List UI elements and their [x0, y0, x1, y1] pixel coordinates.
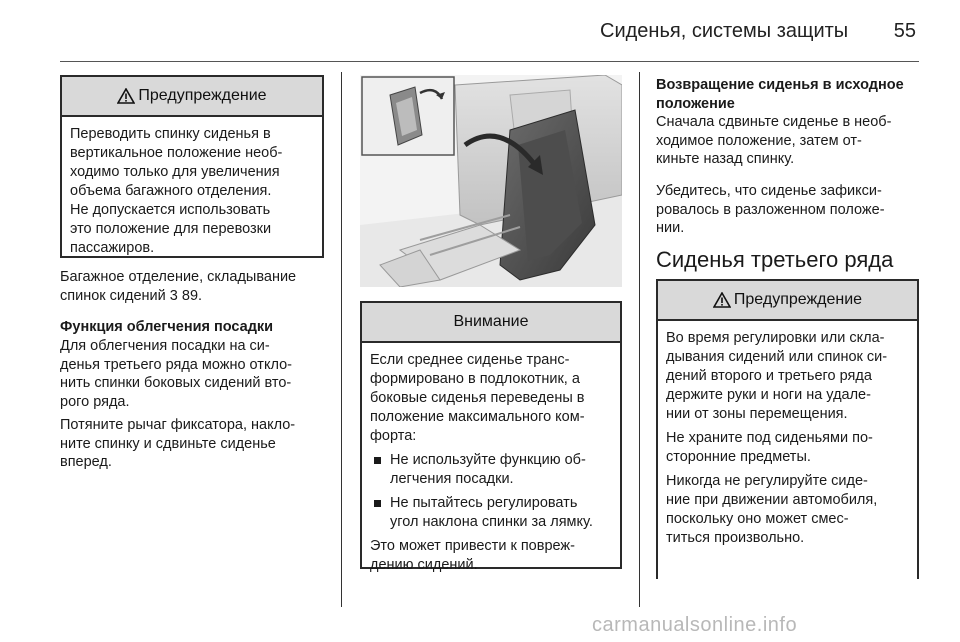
- bullet-square-icon: [374, 457, 381, 464]
- cross-reference-arrow-icon: 3: [169, 287, 178, 304]
- easy-entry-paragraph-1: Для облегчения посадки на си- денья третьего ряда можно откло- нить спинки боковых сидений вто- рого ряда.: [60, 338, 292, 410]
- warning-title: Предупреждение: [138, 87, 267, 104]
- caution-bullet-text: Не пытайтесь регулировать угол наклона спинки за лямку.: [390, 495, 593, 530]
- page-number: 55: [893, 20, 916, 42]
- warning-header: [62, 77, 322, 117]
- return-seat-paragraph-1: Сначала сдвиньте сиденье в необ- ходимое положение, затем от- киньте назад спинку.: [656, 114, 892, 167]
- warning-box-left: [60, 75, 324, 258]
- caution-box: [360, 301, 622, 573]
- watermark: carmanualsonline.info: [592, 614, 798, 636]
- warning-title: Предупреждение: [733, 291, 863, 308]
- cross-reference: [60, 268, 330, 305]
- cross-reference-page[interactable]: 89.: [181, 287, 203, 304]
- caution-outro: Это может привести к повреж- дению сидений.: [370, 538, 575, 573]
- easy-entry-paragraph-2: Потяните рычаг фиксатора, накло- ните спинку и сдвиньте сиденье вперед.: [60, 417, 296, 470]
- cross-reference-text: Багажное отделение, складывание спинок сидений: [60, 269, 297, 304]
- column-divider-left: [341, 72, 342, 607]
- warning-header: [658, 281, 917, 321]
- header-rule: [60, 61, 919, 62]
- caution-bullet-text: Не используйте функцию об- легчения посадки.: [390, 452, 586, 487]
- column-divider-right: [639, 72, 640, 607]
- seat-folding-illustration: [360, 75, 622, 287]
- caution-title: Внимание: [453, 313, 529, 330]
- bullet-square-icon: [374, 500, 381, 507]
- warning-paragraph-1: Во время регулировки или скла- дывания сидений или спинок си- дений второго и третьего ряда держите руки и ноги на удале- нии от зоны перемещения.: [666, 330, 888, 422]
- return-seat-heading: Возвращение сиденья в исходное положение: [656, 77, 904, 112]
- page-header-title: Сиденья, системы защиты: [600, 20, 849, 42]
- seat-illustration-graphic: [360, 75, 622, 287]
- warning-box-right: [656, 279, 919, 579]
- section-title: Сиденья третьего ряда: [656, 247, 894, 272]
- warning-triangle-icon: [713, 292, 731, 308]
- caution-intro: Если среднее сиденье транс- формировано в подлокотник, а боковые сиденья переведены в положение максимального ком- форта:: [370, 352, 585, 444]
- warning-text: Переводить спинку сиденья в вертикальное положение необ- ходимо только для увеличения объема багажного отделения. Не допускается использовать это положение для перевозки пассажиров.: [70, 126, 283, 256]
- caution-header: [362, 303, 620, 343]
- caution-bullet: [370, 451, 612, 489]
- return-seat-paragraph-2: Убедитесь, что сиденье зафикси- ровалось в разложенном положе- нии.: [656, 183, 885, 236]
- warning-paragraph-2: Не храните под сиденьями по- сторонние предметы.: [666, 430, 873, 465]
- warning-triangle-icon: [117, 88, 135, 104]
- easy-entry-heading: Функция облегчения посадки: [60, 319, 274, 335]
- warning-paragraph-3: Никогда не регулируйте сиде- ние при движении автомобиля, поскольку оно может смес- титься произвольно.: [666, 473, 878, 546]
- caution-bullet: [370, 494, 612, 532]
